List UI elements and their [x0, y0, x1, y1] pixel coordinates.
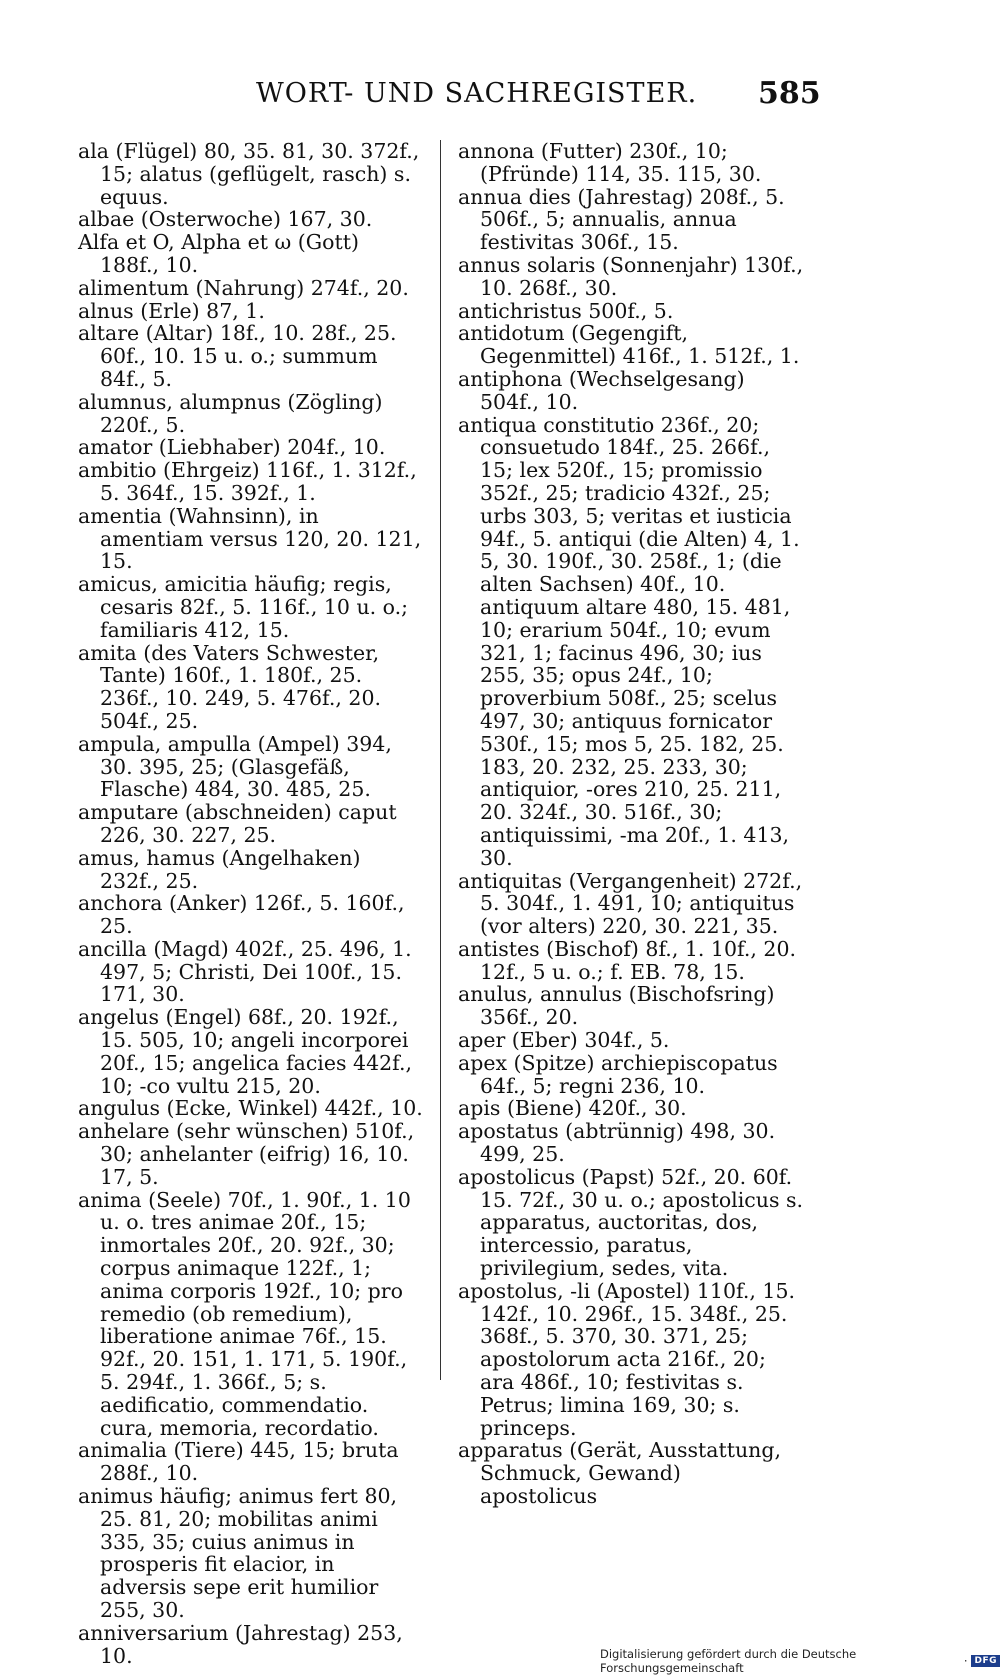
index-entry: apparatus (Gerät, Ausstattung, Schmuck, Gewand) apostolicus	[458, 1438, 782, 1509]
index-entry: animalia (Tiere) 445, 15; bruta 288f., 10.	[78, 1438, 399, 1486]
index-entry: annus solaris (Sonnenjahr) 130f., 10. 268f., 30.	[458, 252, 804, 300]
index-entry: anchora (Anker) 126f., 5. 160f., 25.	[78, 891, 405, 939]
index-entry: antiquitas (Vergangenheit) 272f., 5. 304f., 1. 491, 10; antiquitus (vor alters) 220, 30. 221, 35.	[458, 868, 803, 939]
index-entry: antiphona (Wechselgesang) 504f., 10.	[458, 366, 745, 414]
right-column	[458, 140, 804, 1508]
index-entry: angulus (Ecke, Winkel) 442f., 10.	[78, 1096, 423, 1121]
index-entry: anima (Seele) 70f., 1. 90f., 1. 10 u. o. tres animae 20f., 15; inmortales 20f., 20. 92f., 30; corpus animaque 122f., 1; anima corporis 192f., 10; pro remedio (ob remedium), liberatione animae 76f., 15. 92f., 20. 151, 1. 171, 5. 190f., 5. 294f., 1. 366f., 5; s. aedificatio, commendatio. cura, memoria, recordatio.	[78, 1187, 411, 1440]
index-entry: antiqua constitutio 236f., 20; consuetudo 184f., 25. 266f., 15; lex 520f., 15; promissio 352f., 25; tradicio 432f., 25; urbs 303, 5; veritas et iusticia 94f., 5. antiqui (die Alten) 4, 1. 5, 30. 190f., 30. 258f., 1; (die alten Sachsen) 40f., 10. antiquum altare 480, 15. 481, 10; erarium 504f., 10; evum 321, 1; facinus 496, 30; ius 255, 35; opus 24f., 10; proverbium 508f., 25; scelus 497, 30; antiquus fornicator 530f., 15; mos 5, 25. 182, 25. 183, 20. 232, 25. 233, 30; antiquior, -ores 210, 25. 211, 20. 324f., 30. 516f., 30; antiquissimi, -ma 20f., 1. 413, 30.	[458, 412, 800, 870]
index-entry: anhelare (sehr wünschen) 510f., 30; anhelanter (eifrig) 16, 10. 17, 5.	[78, 1119, 415, 1189]
dfg-logo: DFG	[971, 1655, 1000, 1667]
index-entry: antichristus 500f., 5.	[458, 298, 674, 323]
index-entry: ampula, ampulla (Ampel) 394, 30. 395, 25; (Glasgefäß, Flasche) 484, 30. 485, 25.	[78, 731, 392, 802]
index-entry: amita (des Vaters Schwester, Tante) 160f., 1. 180f., 25. 236f., 10. 249, 5. 476f., 20. 504f., 25.	[78, 640, 382, 733]
footer-credit: Digitalisierung gefördert durch die Deutsche Forschungsgemeinschaft	[600, 1647, 857, 1675]
index-entry: aper (Eber) 304f., 5.	[458, 1028, 670, 1053]
index-entry: alnus (Erle) 87, 1.	[78, 298, 265, 323]
index-entry: annua dies (Jahrestag) 208f., 5. 506f., 5; annualis, annua festivitas 306f., 15.	[458, 184, 785, 255]
index-entry: ala (Flügel) 80, 35. 81, 30. 372f., 15; alatus (geflügelt, rasch) s. equus.	[78, 139, 420, 209]
index-entry: amator (Liebhaber) 204f., 10.	[78, 435, 386, 460]
index-entry: anulus, annulus (Bischofsring) 356f., 20.	[458, 982, 775, 1030]
page-number: 585	[758, 76, 821, 111]
index-entry: amputare (abschneiden) caput 226, 30. 227, 25.	[78, 800, 397, 847]
index-entry: apostatus (abtrünnig) 498, 30. 499, 25.	[458, 1119, 776, 1167]
index-entry: amentia (Wahnsinn), in amentiam versus 120, 20. 121, 15.	[78, 503, 422, 574]
index-entry: apis (Biene) 420f., 30.	[458, 1096, 687, 1121]
index-entry: alumnus, alumpnus (Zögling) 220f., 5.	[78, 389, 383, 437]
digitization-footer: Digitalisierung gefördert durch die Deutsche Forschungsgemeinschaft · DFG	[600, 1647, 1000, 1675]
index-entry: apex (Spitze) archiepiscopatus 64f., 5; regni 236, 10.	[458, 1050, 778, 1098]
running-title: WORT- UND SACHREGISTER.	[256, 78, 698, 109]
index-entry: ancilla (Magd) 402f., 25. 496, 1. 497, 5; Christi, Dei 100f., 15. 171, 30.	[78, 936, 412, 1007]
index-entry: antidotum (Gegengift, Gegenmittel) 416f., 1. 512f., 1.	[458, 321, 800, 369]
index-entry: altare (Altar) 18f., 10. 28f., 25. 60f., 10. 15 u. o.; summum 84f., 5.	[78, 321, 397, 391]
index-entry: anniversarium (Jahrestag) 253, 10.	[78, 1620, 403, 1668]
index-entry: angelus (Engel) 68f., 20. 192f., 15. 505, 10; angeli incorporei 20f., 15; angelica facies 442f., 10; -co vultu 215, 20.	[78, 1005, 413, 1098]
index-entry: amicus, amicitia häufig; regis, cesaris 82f., 5. 116f., 10 u. o.; familiaris 412, 15.	[78, 572, 409, 642]
index-entry: apostolicus (Papst) 52f., 20. 60f. 15. 72f., 30 u. o.; apostolicus s. apparatus, auctoritas, dos, intercessio, paratus, privilegium, sedes, vita.	[458, 1164, 804, 1281]
index-entry: alimentum (Nahrung) 274f., 20.	[78, 275, 409, 300]
index-entry: Alfa et O, Alpha et ω (Gott) 188f., 10.	[78, 230, 359, 277]
index-entry: ambitio (Ehrgeiz) 116f., 1. 312f., 5. 364f., 15. 392f., 1.	[78, 458, 417, 505]
index-entry: animus häufig; animus fert 80, 25. 81, 20; mobilitas animi 335, 35; cuius animus in prosperis fit elacior, in adversis sepe erit humilior 255, 30.	[78, 1484, 398, 1622]
left-column	[78, 140, 424, 1667]
index-entry: amus, hamus (Angelhaken) 232f., 25.	[78, 845, 361, 893]
index-entry: apostolus, -li (Apostel) 110f., 15. 142f., 10. 296f., 15. 348f., 25. 368f., 5. 370, 30. 371, 25; apostolorum acta 216f., 20; ara 486f., 10; festivitas s. Petrus; limina 169, 30; s. princeps.	[458, 1278, 796, 1440]
index-entry: albae (Osterwoche) 167, 30.	[78, 207, 373, 232]
index-entry: annona (Futter) 230f., 10; (Pfründe) 114, 35. 115, 30.	[458, 139, 762, 186]
column-divider	[440, 140, 441, 1380]
index-entry: antistes (Bischof) 8f., 1. 10f., 20. 12f., 5 u. o.; f. EB. 78, 15.	[458, 936, 797, 984]
